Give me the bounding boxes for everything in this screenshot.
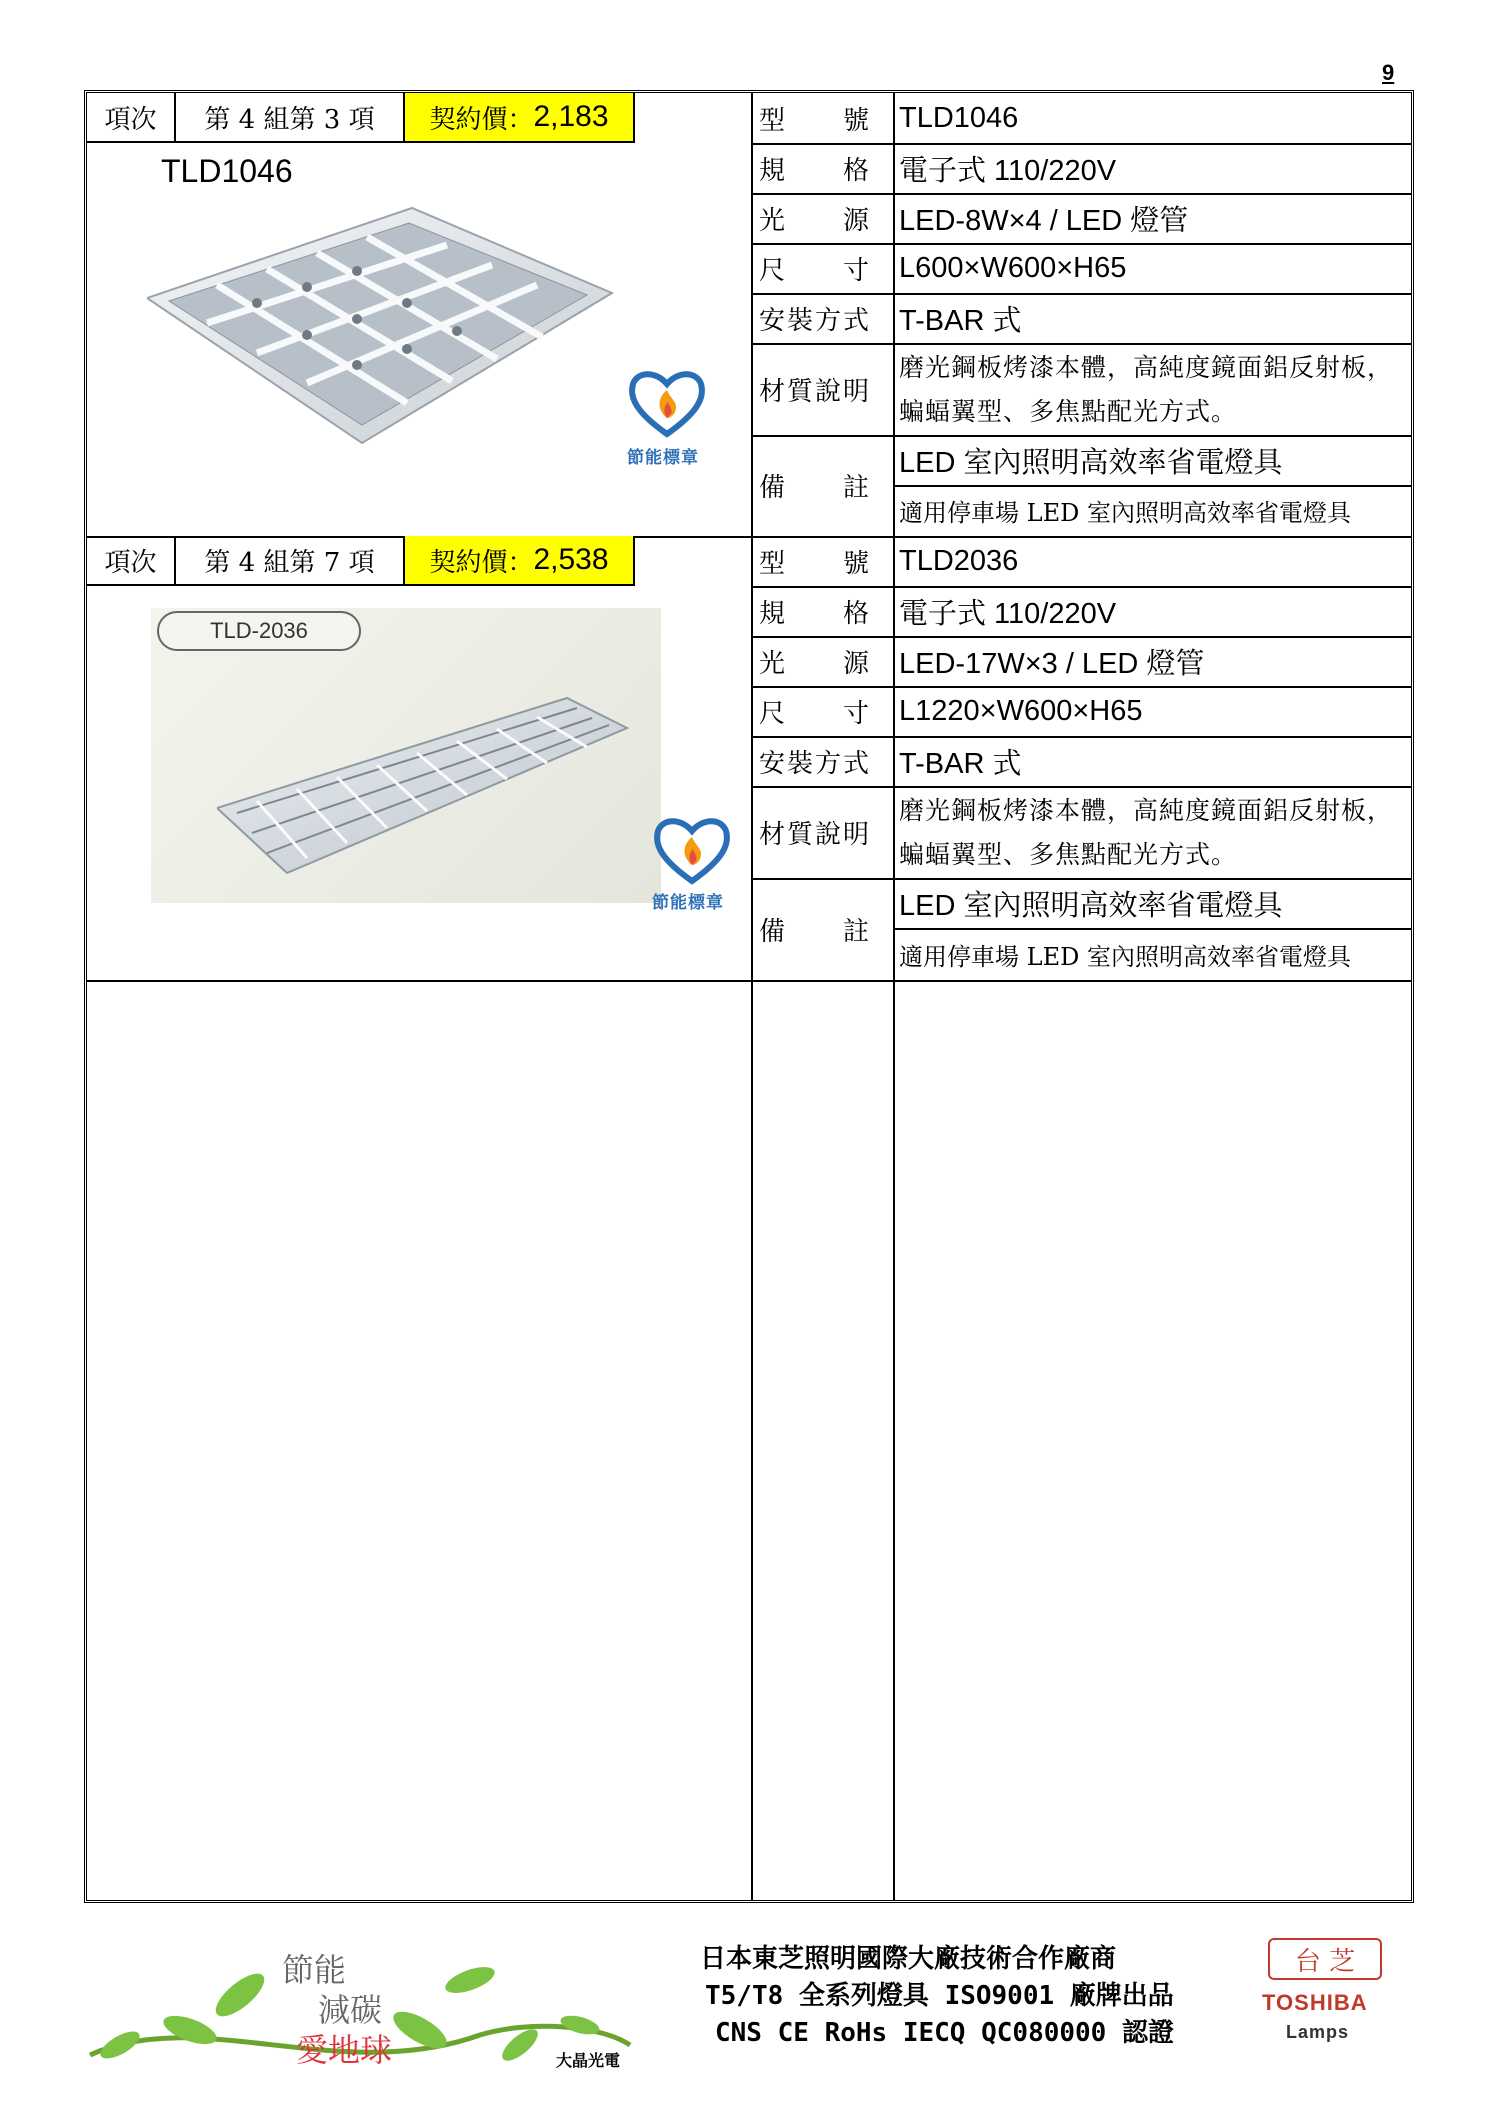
value-spec: 電子式 110/220V: [899, 154, 1117, 187]
label-size: 尺 寸: [759, 255, 871, 286]
brand-logo-en-2: Lamps: [1286, 2022, 1350, 2042]
label-install: 安裝方式: [759, 305, 872, 336]
price-value: 2,538: [533, 543, 609, 576]
product-image-long-troffer: [217, 693, 637, 883]
value-light-source: LED-17W×3 / LED 燈管: [899, 647, 1205, 680]
energy-label-text: 節能標章: [652, 893, 724, 912]
energy-label-icon: [652, 815, 732, 885]
value-size: L600×W600×H65: [899, 251, 1127, 284]
value-model: TLD1046: [899, 101, 1019, 134]
energy-label-text: 節能標章: [627, 448, 699, 467]
item-no-label: 項次: [87, 536, 176, 586]
label-remark: 備 註: [759, 916, 871, 947]
product-image-square-troffer: [147, 203, 627, 463]
value-install: T-BAR 式: [899, 304, 1022, 337]
item-no-label: 項次: [87, 93, 176, 143]
footer-line-2: T5/T8 全系列燈具 ISO9001 廠牌出品: [705, 1981, 1174, 2011]
value-material: 磨光鋼板烤漆本體，高純度鏡面鋁反射板，蝙蝠翼型、多焦點配光方式。: [899, 796, 1394, 869]
item-group: 第 4 組第 3 項: [176, 93, 405, 143]
contract-price: [405, 536, 635, 586]
value-remark-2: 適用停車場 LED 室內照明高效率省電燈具: [899, 499, 1351, 527]
image-caption: TLD1046: [161, 153, 293, 189]
label-size: 尺 寸: [759, 698, 871, 729]
energy-label-icon: [627, 368, 707, 438]
contract-price: [405, 93, 635, 143]
page-number: 9: [1382, 60, 1395, 85]
price-label: 契約價：: [429, 104, 534, 135]
slogan-line-1: 節能: [282, 1952, 347, 1988]
label-material: 材質說明: [759, 819, 872, 850]
label-install: 安裝方式: [759, 748, 872, 779]
price-value: 2,183: [533, 100, 609, 133]
value-material: 磨光鋼板烤漆本體，高純度鏡面鋁反射板，蝙蝠翼型、多焦點配光方式。: [899, 353, 1394, 426]
label-model: 型 號: [759, 105, 871, 136]
label-spec: 規 格: [759, 155, 871, 186]
value-remark-1: LED 室內照明高效率省電燈具: [899, 446, 1283, 479]
value-model: TLD2036: [899, 544, 1019, 577]
label-model: 型 號: [759, 548, 871, 579]
label-material: 材質說明: [759, 376, 872, 407]
price-label: 契約價：: [429, 547, 534, 578]
brand-logo-zh: 台 芝: [1268, 1938, 1382, 1980]
label-light-source: 光 源: [759, 205, 871, 236]
value-remark-2: 適用停車場 LED 室內照明高效率省電燈具: [899, 942, 1351, 971]
footer-line-1: 日本東芝照明國際大廠技術合作廠商: [700, 1944, 1117, 1974]
value-install: T-BAR 式: [899, 747, 1022, 780]
image-caption: TLD-2036: [157, 611, 361, 651]
product-table: [84, 90, 1414, 1903]
value-remark-1: LED 室內照明高效率省電燈具: [899, 889, 1283, 922]
value-size: L1220×W600×H65: [899, 694, 1143, 727]
value-spec: 電子式 110/220V: [899, 597, 1117, 630]
label-remark: 備 註: [759, 473, 871, 503]
company-name: 大晶光電: [556, 2053, 621, 2070]
value-light-source: LED-8W×4 / LED 燈管: [899, 204, 1189, 237]
footer-line-3: CNS CE RoHs IECQ QC080000 認證: [715, 2018, 1174, 2048]
slogan-line-3: 愛地球: [296, 2032, 393, 2068]
label-spec: 規 格: [759, 598, 871, 629]
slogan-line-2: 減碳: [318, 1992, 383, 2028]
brand-logo-en-1: TOSHIBA: [1262, 1990, 1368, 2015]
label-light-source: 光 源: [759, 648, 871, 679]
item-group: 第 4 組第 7 項: [176, 536, 405, 586]
